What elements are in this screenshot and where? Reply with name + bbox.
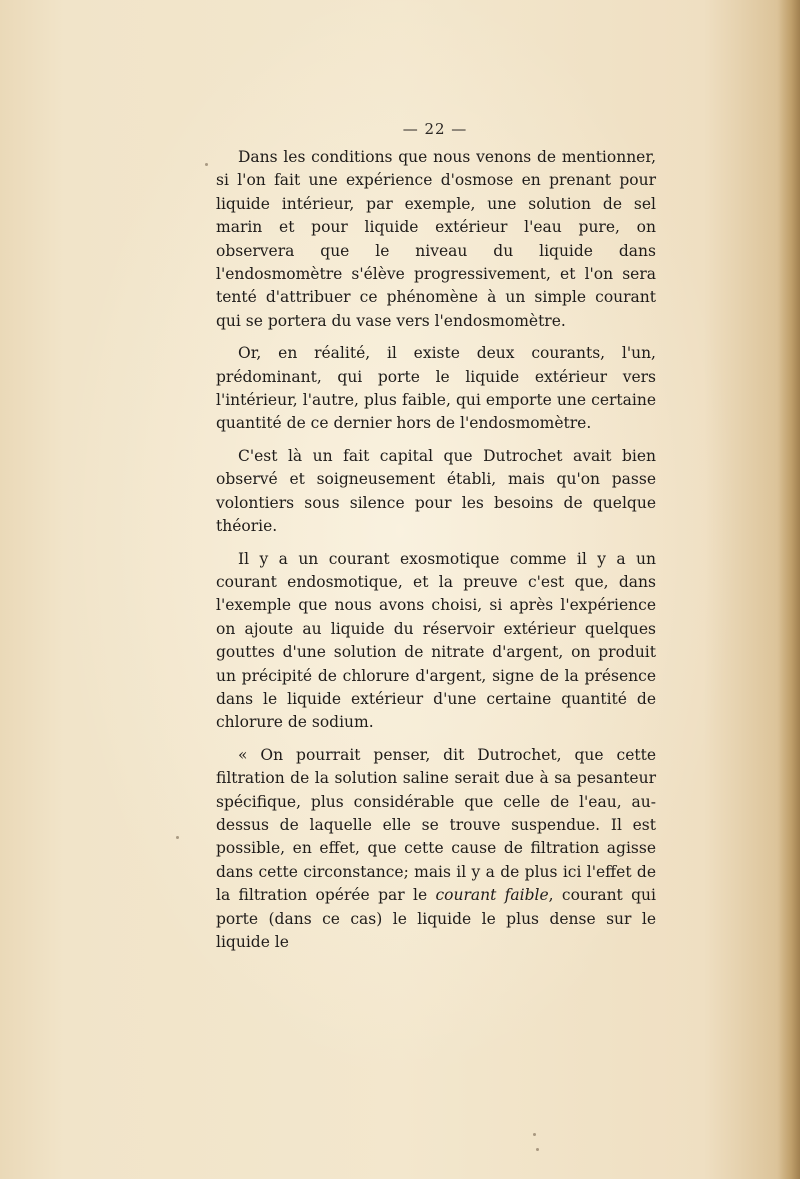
paragraph-1: Dans les conditions que nous venons de mentionner, si l'on fait une expérience d'osmose en prenant pour liquide intérieur, par exemple, une solution de sel marin et pour liquide extérieur l'eau pure, on observera que le niveau du liquide dans l'endosmomètre s'élève progressivement, et l'on sera tenté d'attribuer ce phénomène à un simple courant qui se portera du vase vers l'endosmomètre. (216, 148, 656, 330)
paragraph-5-text-before: « On pourrait penser, dit Dutrochet, que cette filtration de la solution saline serait due à sa pesanteur spécifique, plus considérable que celle de l'eau, au-dessus de laquelle elle se trouve suspendue. Il est possible, en effet, que cette cause de filtration agisse dans cette circonstance; mais il y a de plus ici l'effet de la filtration opérée par le (216, 745, 656, 905)
paragraph-5-text-after: , courant qui porte (dans ce cas) le liquide le plus dense sur le liquide le (216, 886, 656, 951)
paper-speck (176, 836, 179, 839)
body-text (216, 146, 656, 963)
paragraph-2: Or, en réalité, il existe deux courants, l'un, prédominant, qui porte le liquide extérieur vers l'intérieur, l'autre, plus faible, qui emporte une certaine quantité de ce dernier hors de l'endosmomètre. (216, 344, 656, 433)
paragraph-5 (216, 744, 656, 955)
paragraph-3: C'est là un fait capital que Dutrochet avait bien observé et soigneusement établi, mais qu'on passe volontiers sous silence pour les besoins de quelque théorie. (216, 446, 656, 536)
page-number: — 22 — (402, 120, 468, 138)
paper-speck (533, 1133, 536, 1136)
page-edge-shadow (778, 0, 800, 1179)
paragraph-4: Il y a un courant exosmotique comme il y a un courant endosmotique, et la preuve c'est que, dans l'exemple que nous avons choisi, si après l'expérience on ajoute au liquide du réservoir extérieur quelques gouttes d'une solution de nitrate d'argent, on produit un précipité de chlorure d'argent, signe de la présence dans le liquide extérieur d'une certaine quantité de chlorure de sodium. (216, 549, 656, 732)
paragraph-5-emphasis: courant faible (435, 886, 549, 905)
paper-speck (536, 1148, 539, 1151)
paper-speck (205, 163, 208, 166)
